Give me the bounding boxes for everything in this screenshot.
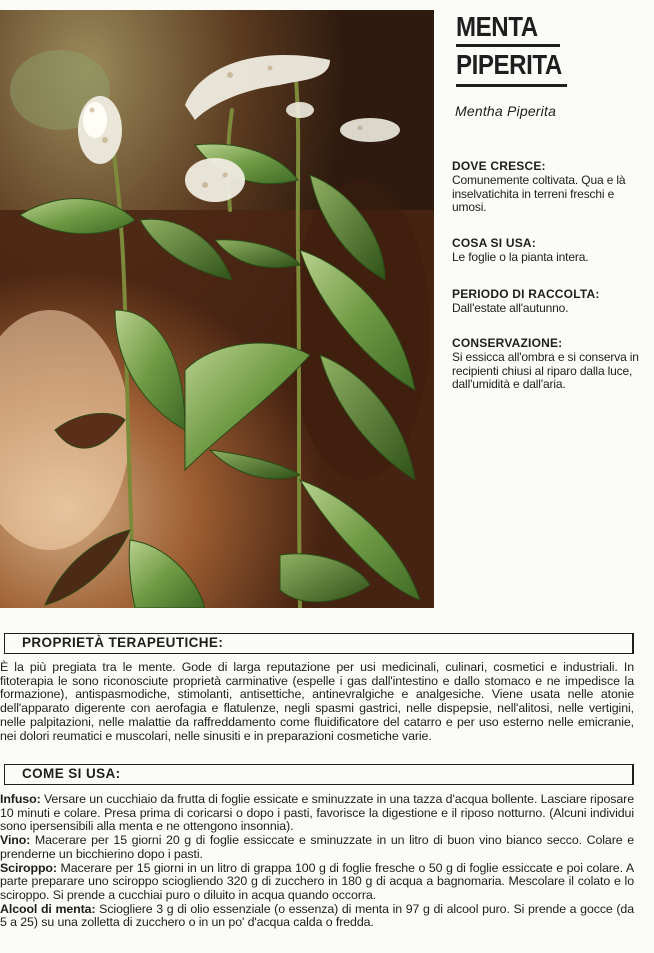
usage-label: Sciroppo: — [0, 860, 57, 875]
usage-desc: Macerare per 15 giorni 20 g di foglie essiccate e sminuzzate in un litro di buon vino bianco secco. Colare e prenderne un bicchierino dopo i pasti. — [0, 833, 634, 861]
usage-item-vino — [0, 834, 634, 861]
info-heading: CONSERVAZIONE: — [452, 336, 563, 350]
usage-item-infuso — [0, 793, 634, 834]
info-heading: DOVE CRESCE: — [452, 159, 546, 173]
usage-desc: Macerare per 15 giorni in un litro di grappa 100 g di foglie fresche o 50 g di foglie essiccate e poi colare. A parte preparare uno sciroppo sciogliendo 320 g di zucchero in 180 g di acqua a bagnomaria. Mescolare il colato e lo sciroppo. Si prende a cucchiai puro o diluito in acqua quando occorra. — [0, 860, 634, 902]
usage-item-sciroppo — [0, 862, 634, 903]
usage-text — [0, 793, 634, 930]
info-text: Si essicca all'ombra e si conserva in recipienti chiusi al riparo dalla luce, dall'umidità e dall'aria. — [452, 350, 639, 391]
title-rule — [456, 44, 560, 47]
title-block — [456, 12, 571, 90]
title-line-2: PIPERITA — [456, 49, 562, 80]
usage-label: Vino: — [0, 833, 31, 848]
info-text: Dall'estate all'autunno. — [452, 301, 569, 315]
info-dove-cresce — [452, 159, 640, 215]
usage-item-alcool — [0, 903, 634, 930]
usage-desc: Sciogliere 3 g di olio essenziale (o essenza) di menta in 97 g di alcool puro. Si prende a gocce (da 5 a 25) su una zolletta di zucchero o in un po' d'acqua calda o fredda. — [0, 901, 635, 930]
info-conservazione — [452, 336, 640, 392]
info-cosa-si-usa — [452, 236, 640, 265]
properties-paragraph: È la più pregiata tra le mente. Gode di larga reputazione per usi medicinali, culinari, cosmetici e industriali. In fitoterapia le sono riconosciute proprietà carminative (espelle i gas dall'intestino e dallo stomaco e ne impedisce la formazione), antispasmodiche, stimolanti, antisettiche, antinevralgiche e analgesiche. Viene usata nelle atonie dell'apparato digerente con aerofagia e flatulenze, negli spasmi gastrici, nelle dispepsie, nell'alitosi, nelle vertigini, nelle palpitazioni, nelle malattie da raffreddamento come fluidificatore del catarro e per uso esterno nelle emicranie, nei dolori reumatici e muscolari, nelle sinusiti e in preparazioni cosmetiche varie. — [0, 660, 634, 743]
properties-text — [0, 661, 634, 743]
info-text: Le foglie o la pianta intera. — [452, 250, 589, 264]
usage-heading: COME SI USA: — [22, 766, 121, 781]
usage-header — [4, 764, 634, 785]
info-text: Comunemente coltivata. Qua e là inselvatichita in terreni freschi e umosi. — [452, 173, 626, 214]
properties-heading: PROPRIETÀ TERAPEUTICHE: — [22, 635, 224, 650]
usage-label: Alcool di menta: — [0, 901, 96, 916]
plant-photo — [0, 10, 434, 608]
info-heading: PERIODO DI RACCOLTA: — [452, 287, 600, 301]
title-rule-bottom — [456, 84, 567, 87]
usage-label: Infuso: — [0, 792, 41, 806]
info-periodo-di-raccolta — [452, 287, 640, 316]
latin-name: Mentha Piperita — [455, 103, 557, 119]
properties-header — [4, 633, 634, 654]
usage-desc: Versare un cucchiaio da frutta di foglie essicate e sminuzzate in una tazza d'acqua bollente. Lasciare riposare 10 minuti e colare. Presa prima di coricarsi o dopo i pasti, favorisce la digestione e il riposo notturno. (Alcuni individui sono ipersensibili alla menta e ne ottengono insonnia). — [0, 792, 634, 834]
info-heading: COSA SI USA: — [452, 236, 536, 250]
title-line-1: MENTA — [456, 11, 538, 42]
